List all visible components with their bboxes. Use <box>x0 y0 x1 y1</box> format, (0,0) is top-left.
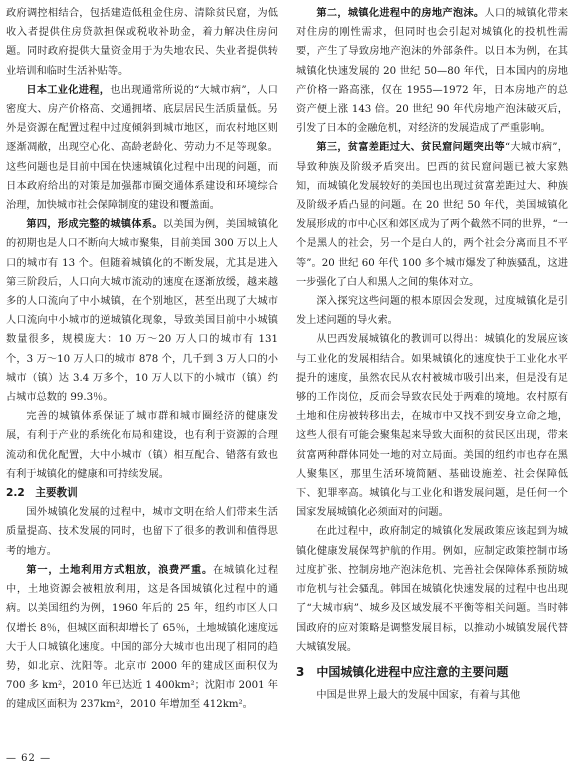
paragraph: 政府调控相结合，包括建造低租金住房、清除贫民窟，为低收入者提供住房贷款担保或税收补助金，着力解决住房问题。同时政府提供大量资金用于为失地农民、失业者提供转业培训和临时生活补贴等。 <box>6 8 278 77</box>
paragraph: 第二，城镇化进程中的房地产泡沫。人口的城镇化带来对住房的刚性需求，但同时也会引起对城镇化的投机性需要，产生了导致房地产泡沫的外部条件。以日本为例，在其城镇化快速发展的 20 世纪 50—80 年代，日本国内的房地产价格一路高涨，仅在 1955—1972 年，日本房地产的总资产便上涨 143 倍。20 世纪 90 年代房地产泡沫破灭后，引发了日本的金融危机，对经济的发展造成了严重影响。 <box>296 7 569 135</box>
paragraph: 第一，土地利用方式粗放，浪费严重。在城镇化过程中，土地资源会被粗放利用，这是各国城镇化过程中的通病。以美国纽约为例，1960 年后的 25 年，纽约市区人口仅增长 8％，但城区面积却增长了 65％，土地城镇化速度远大于人口城镇化速度。中国的部分大城市也出现了相同的趋势，如北京、沈阳等。北京市 2000 年的建成区面积仅为 700 多 km²，2010 年已达近 1 400km²；沈阳市 2001 年的建成区面积为 237km²，2010 年增加至 412km²。 <box>6 563 279 711</box>
paragraph-lead: 第二，城镇化进程中的房地产泡沫。 <box>316 7 485 19</box>
right-column <box>296 4 568 705</box>
paragraph-lead: 第四，形成完整的城镇体系。 <box>26 218 163 231</box>
paragraph: 在此过程中，政府制定的城镇化发展政策应该起到为城镇化健康发展保驾护航的作用。例如，应制定政策控制市场过度扩张、控制房地产泡沫危机、完善社会保障体系预防城市危机与社会骚乱。韩国在城镇化快速发展的过程中也出现了“大城市病”、城乡及区域发展不平衡等相关问题。当时韩国政府的应对策略是调整发展目标，以推动小城镇发展代替大城镇发展。 <box>296 526 568 653</box>
paragraph: 完善的城镇体系保证了城市群和城市圈经济的健康发展，有利于产业的系统化布局和建设，也有利于资源的合理流动和优化配置，大中小城市（镇）相互配合、错落有致也有利于城镇化的健康和可持续发展。 <box>6 411 278 480</box>
paragraph: 第四，形成完整的城镇体系。以美国为例，美国城镇化的初期也是人口不断向大城市聚集，目前美国 300 万以上人口的城市有 13 个。但随着城镇化的不断发展，尤其是进入第三阶段后，人口向大城市流动的速度在逐渐放缓，越来越多的人口流向了中小城镇，在个别地区，甚至出现了大城市人口流向中小城市的逆城镇化现象，导致美国目前中小城镇数量很多，规模庞大：10 万～20 万人口的城市有 131 个，3 万～10 万人口的城市 878 个，几千到 3 万人口的小城市（镇）达 3.4 万多个，10 万人以下的小城市（镇）约占城市总数的 99.3％。 <box>6 218 279 404</box>
page-number: — 62 — <box>6 753 52 764</box>
paragraph: 从巴西发展城镇化的教训可以得出：城镇化的发展应该与工业化的发展相结合。如果城镇化的速度快于工业化水平提升的速度，虽然农民从农村被城市吸引出来，但是没有足够的工作岗位，反而会导致农民处于两难的境地。农村原有土地和住房被转移出去，在城市中又找不到安身立命之地，这些人很有可能会聚集起来导致大面积的贫民区出现，带来贫富两种群体同处一地的对立局面。美国的纽约市也存在黑人聚集区，那里生活环境简陋、基础设施差、社会保障低下、犯罪率高。城镇化与工业化和谐发展问题，是任何一个国家发展城镇化必须面对的问题。 <box>296 334 568 519</box>
subsection-heading: 2.2 主要教训 <box>6 487 78 500</box>
paragraph: 中国是世界上最大的发展中国家，有着与其他 <box>316 690 521 702</box>
paragraph: 国外城镇化发展的过程中，城市文明在给人们带来生活质量提高、技术发展的同时，也留下了很多的教训和值得思考的地方。 <box>6 507 278 557</box>
paragraph-lead: 第三，贫富差距过大、贫民窟问题突出等 <box>316 141 505 154</box>
left-column <box>6 4 278 715</box>
paragraph: 日本工业化进程，也出现通常所说的“大城市病”，人口密度大、房产价格高、交通拥堵、底层居民生活质量低。另外是资源在配置过程中过度倾斜到城市地区，而农村地区则逐渐凋敝，出现空心化、高龄老龄化、劳动力不足等现象。这些问题也是目前中国在快速城镇化过程中出现的问题，而日本政府给出的对策是加强都市圈交通体系建设和环境综合治理，加快城市社会保障制度的建设和覆盖面。 <box>6 83 278 212</box>
paragraph-lead: 第一，土地利用方式粗放，浪费严重。 <box>26 563 213 576</box>
paragraph: 深入探究这些问题的根本原因会发现，过度城镇化是引发上述问题的导火索。 <box>296 296 568 327</box>
section-heading: 3 中国城镇化进程中应注意的主要问题 <box>296 664 509 679</box>
paragraph-lead: 日本工业化进程， <box>26 83 111 96</box>
paragraph: 第三，贫富差距过大、贫民窟问题突出等“大城市病”，导致种族及阶级矛盾突出。巴西的贫民窟问题已被大家熟知，而城镇化发展较好的美国也出现过贫富差距过大、种族及阶级矛盾凸显的问题。在 20 世纪 50 年代，美国城镇化发展形成的市中心区和郊区成为了两个截然不同的世界，“一个是黑人的社会，另一个是白人的，两个社会分离而且不平等”。20 世纪 60 年代 100 多个城市爆发了种族骚乱，这进一步强化了白人和黑人之间的集体对立。 <box>296 141 568 288</box>
